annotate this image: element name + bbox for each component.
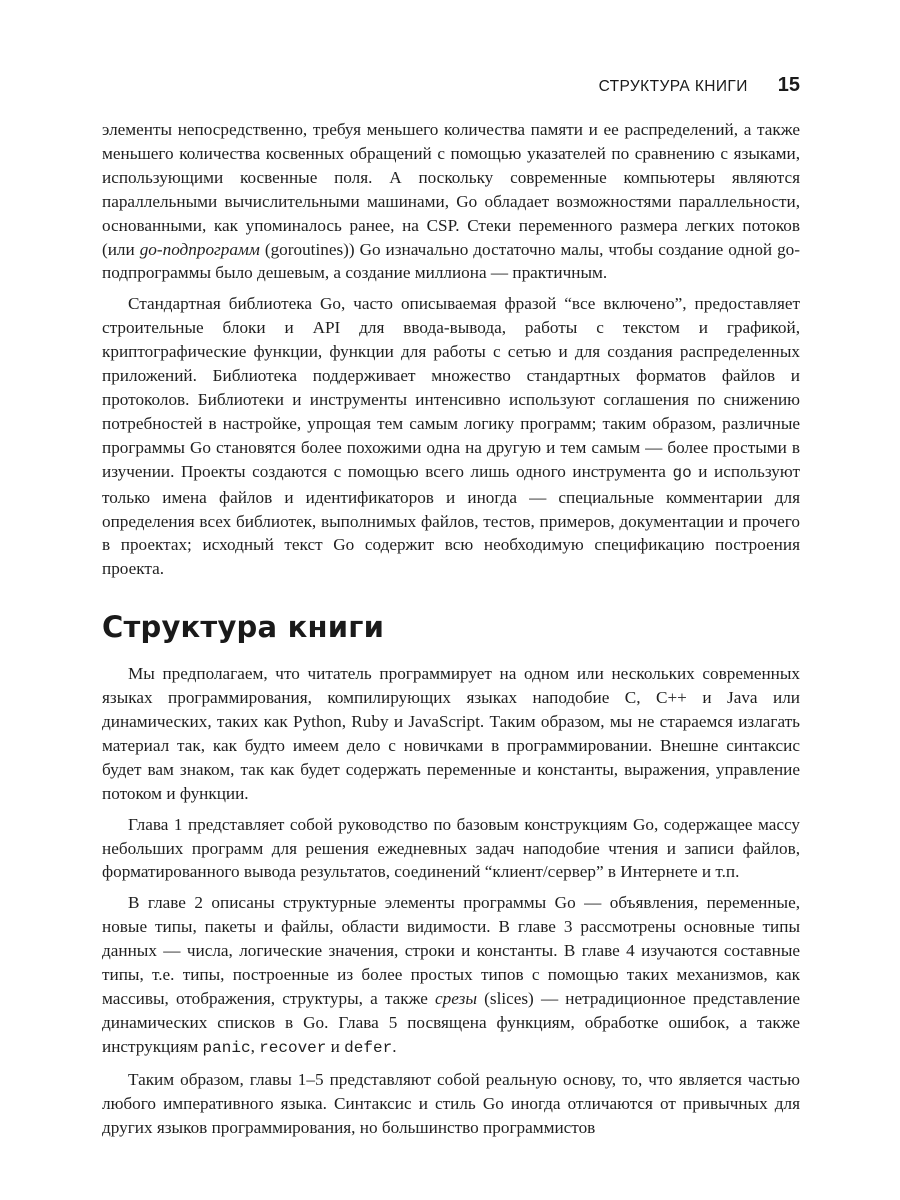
separator: и	[326, 1036, 345, 1056]
running-head	[599, 74, 800, 97]
code-go-tool: go	[672, 463, 692, 482]
paragraph-standard-library	[102, 292, 800, 581]
paragraph-text: (slices) — нетрадиционное представление динамических списков в Go. Глава 5 посвящена функциям, обработке ошибок, а также инструкциям	[102, 989, 800, 1056]
paragraph-text: Глава 1 представляет собой руководство по базовым конструкциям Go, содержащее массу небольших программ для решения ежедневных задач наподобие чтения и записи файлов, форматированного вывода результатов, соединений “клиент/сервер” в Интернете и т.п.	[102, 814, 800, 882]
running-head-title: СТРУКТУРА КНИГИ	[598, 78, 748, 95]
paragraph-reader-assumptions	[102, 662, 800, 805]
paragraph-text: Таким образом, главы 1–5 представляют собой реальную основу, то, что является частью любого императивного языка. Синтаксис и стиль Go иногда отличаются от привычных для других языков программирования, но большинство программистов	[102, 1069, 800, 1137]
paragraph-text: В главе 2 описаны структурные элементы программы Go — объявления, переменные, новые типы, пакеты и файлы, области видимости. В главе 3 рассмотрены основные типы данных — числа, логические значения, строки и константы. В главе 4 изучаются составные типы, т.е. типы, построенные из более простых типов с помощью таких механизмов, как массивы, отображения, структуры, а также	[102, 893, 800, 1008]
section-heading: Структура книги	[102, 610, 385, 645]
paragraph-text: (goroutines)) Go изначально достаточно малы, чтобы создание одной go-подпрограммы было дешевым, а создание миллиона — практичным.	[102, 239, 801, 283]
paragraph-continuation	[102, 118, 800, 285]
paragraph-chapters-2-5	[102, 891, 800, 1060]
term-slices: срезы	[435, 989, 477, 1008]
term-go-subprograms: go-подпрограмм	[139, 239, 260, 259]
paragraph-chapter-1	[102, 813, 800, 885]
paragraph-end: .	[392, 1036, 397, 1056]
code-recover: recover	[259, 1038, 327, 1057]
paragraph-text: Мы предполагаем, что читатель программирует на одном или нескольких современных языках программирования, компилирующих языках наподобие C, C++ и Java или динамических, таких как Python, Ruby и JavaScript. Таким образом, мы не стараемся излагать материал так, как будто имеем дело с новичками в программировании. Внешне синтаксис будет вам знаком, так как будет содержать переменные и константы, выражения, управление потоком и функции.	[102, 664, 800, 803]
page-body	[102, 118, 800, 1146]
code-panic: panic	[202, 1038, 251, 1057]
paragraph-text: Стандартная библиотека Go, часто описываемая фразой “все включено”, предоставляет строительные блоки и API для ввода-вывода, работы с текстом и графикой, криптографические функции, функции для работы с сетью и для создания распределенных приложений. Библиотека поддерживает множество стандартных форматов файлов и протоколов. Библиотеки и инструменты интенсивно используют соглашения по снижению потребностей в настройке, упрощая тем самым логику программ; таким образом, различные программы Go становятся более похожими одна на другую и тем самым — более простыми в изучении. Проекты создаются с помощью всего лишь одного инструмента	[102, 294, 800, 481]
separator: ,	[250, 1036, 260, 1056]
paragraph-text: элементы непосредственно, требуя меньшего количества памяти и ее распределений, а также меньшего количества косвенных обращений с помощью указателей по сравнению с языками, использующими косвенные поля. А поскольку современные компьютеры являются параллельными вычислительными машинами, Go обладает возможностями параллельности, основанными, как упоминалось ранее, на CSP. Стеки переменного размера легких потоков (или	[102, 120, 800, 259]
paragraph-text: и используют только имена файлов и идентификаторов и иногда — специальные комментарии для определения всех библиотек, выполнимых файлов, тестов, примеров, документации и прочего в проектах; исходный текст Go содержит всю необходимую спецификацию построения проекта.	[102, 461, 800, 579]
code-defer: defer	[344, 1038, 393, 1057]
page-number: 15	[777, 74, 800, 96]
paragraph-summary	[102, 1068, 800, 1140]
